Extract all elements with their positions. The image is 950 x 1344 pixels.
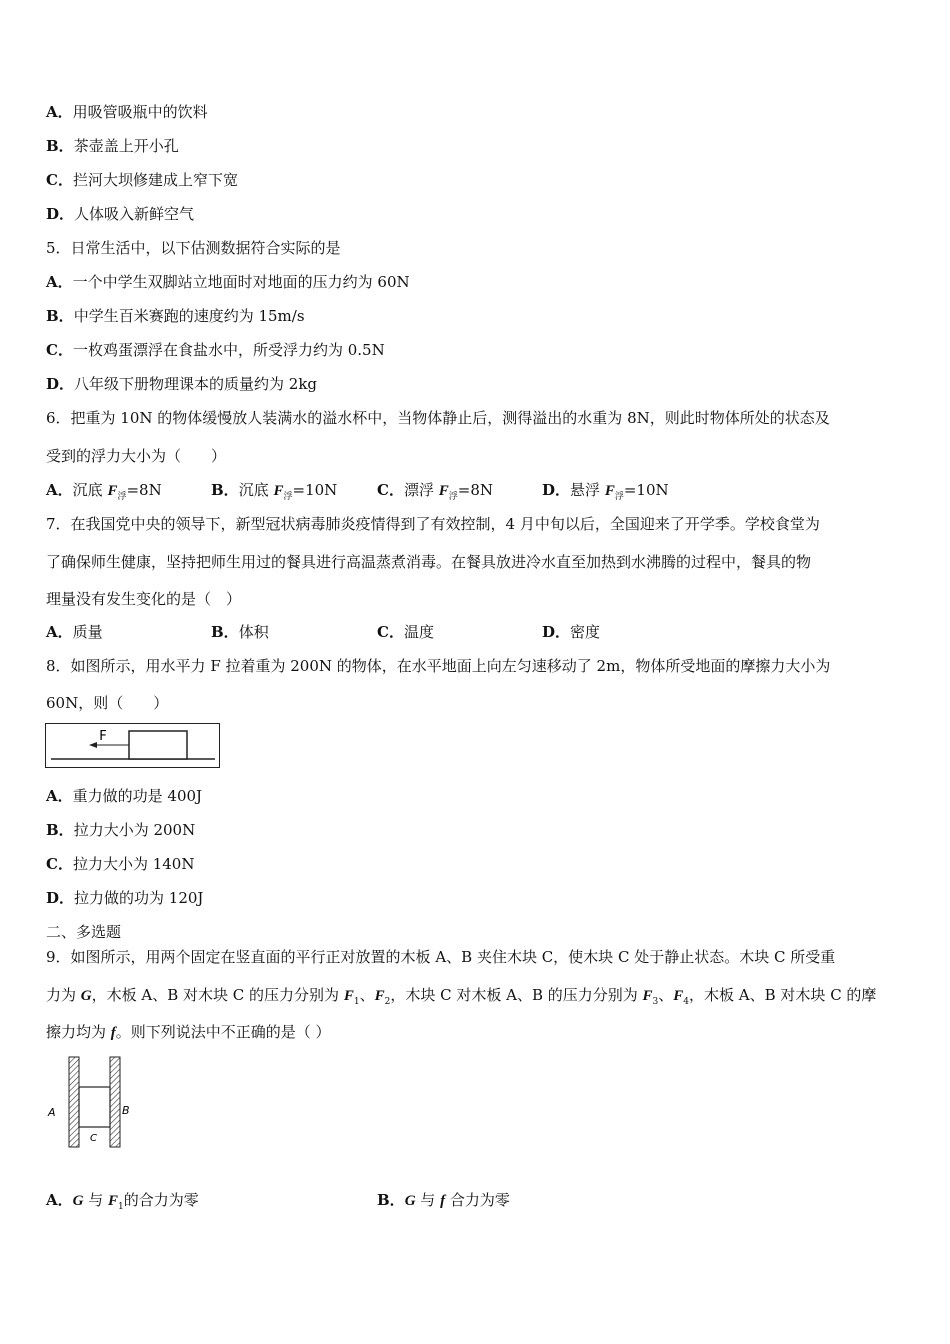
q9-figure (44, 1054, 136, 1152)
q6-stem-line2: 受到的浮力大小为（ ） (46, 447, 227, 465)
board-a (69, 1057, 79, 1147)
q9-stem-line3: 擦力均为 f。则下列说法中不正确的是（ ） (46, 1023, 331, 1041)
section-heading: 二、多选题 (46, 923, 122, 941)
q8-figure-label: F (99, 729, 107, 744)
q9-option-b: B．G 与 f 合力为零 (377, 1191, 510, 1209)
q6-option-d: D．悬浮 $F_浮=10N$ (542, 481, 669, 502)
q8-figure (45, 723, 221, 769)
q4-option-a: A．用吸管吸瓶中的饮料 (46, 103, 208, 121)
q7-option-b: B．体积 (211, 623, 269, 641)
label-c: C (90, 1133, 97, 1144)
q7-option-c: C．温度 (377, 623, 434, 641)
q4-option-b: B．茶壶盖上开小孔 (46, 137, 179, 155)
q8-stem-line2: 60N，则（ ） (46, 694, 169, 712)
q4-option-c: C．拦河大坝修建成上窄下宽 (46, 171, 238, 189)
board-b (110, 1057, 120, 1147)
label-a: A (48, 1106, 56, 1119)
q7-stem-line2: 了确保师生健康，坚持把师生用过的餐具进行高温蒸煮消毒。在餐具放进冷水直至加热到水沸腾的过程中，餐具的物 (46, 553, 812, 571)
q9-option-a: A．G 与 $F_1$的合力为零 (46, 1191, 199, 1212)
q5-option-b: B．中学生百米赛跑的速度约为 15m/s (46, 307, 305, 325)
q6-option-b: B．沉底 $F_浮=10N$ (211, 481, 338, 502)
q6-stem-line1: 6．把重为 10N 的物体缓慢放人装满水的溢水杯中，当物体静止后，测得溢出的水重为 8N，则此时物体所处的状态及 (46, 409, 830, 427)
q7-stem-line3: 理量没有发生变化的是（ ） (46, 590, 242, 608)
block-c (79, 1087, 110, 1127)
label-b: B (122, 1104, 130, 1117)
q6-option-a: A．沉底 $F_浮=8N$ (46, 481, 162, 502)
q7-stem-line1: 7．在我国党中央的领导下，新型冠状病毒肺炎疫情得到了有效控制，4 月中旬以后，全国迎来了开学季。学校食堂为 (46, 515, 820, 533)
q9-stem-line1: 9．如图所示，用两个固定在竖直面的平行正对放置的木板 A、B 夹住木块 C，使木块 C 处于静止状态。木块 C 所受重 (46, 948, 836, 966)
q8-option-b: B．拉力大小为 200N (46, 821, 196, 839)
q9-stem-line2: 力为 G，木板 A、B 对木块 C 的压力分别为 $F_1$、$F_2$，木块 C 对木板 A、B 的压力分别为 $F_3$、$F_4$，木板 A、B 对木块 C 的摩 (46, 986, 877, 1007)
q7-option-d: D．密度 (542, 623, 601, 641)
q5-option-d: D．八年级下册物理课本的质量约为 2kg (46, 375, 318, 393)
q7-option-a: A．质量 (46, 623, 103, 641)
q5-option-a: A．一个中学生双脚站立地面时对地面的压力约为 60N (46, 273, 410, 291)
q8-stem-line1: 8．如图所示，用水平力 F 拉着重为 200N 的物体，在水平地面上向左匀速移动了 2m，物体所受地面的摩擦力大小为 (46, 657, 831, 675)
q8-option-d: D．拉力做的功为 120J (46, 889, 204, 907)
q8-option-c: C．拉力大小为 140N (46, 855, 195, 873)
q4-option-d: D．人体吸入新鲜空气 (46, 205, 195, 223)
q5-option-c: C．一枚鸡蛋漂浮在食盐水中，所受浮力约为 0.5N (46, 341, 385, 359)
q5-stem: 5．日常生活中，以下估测数据符合实际的是 (46, 239, 341, 257)
q6-option-c: C．漂浮 $F_浮=8N$ (377, 481, 494, 502)
q8-option-a: A．重力做的功是 400J (46, 787, 203, 805)
